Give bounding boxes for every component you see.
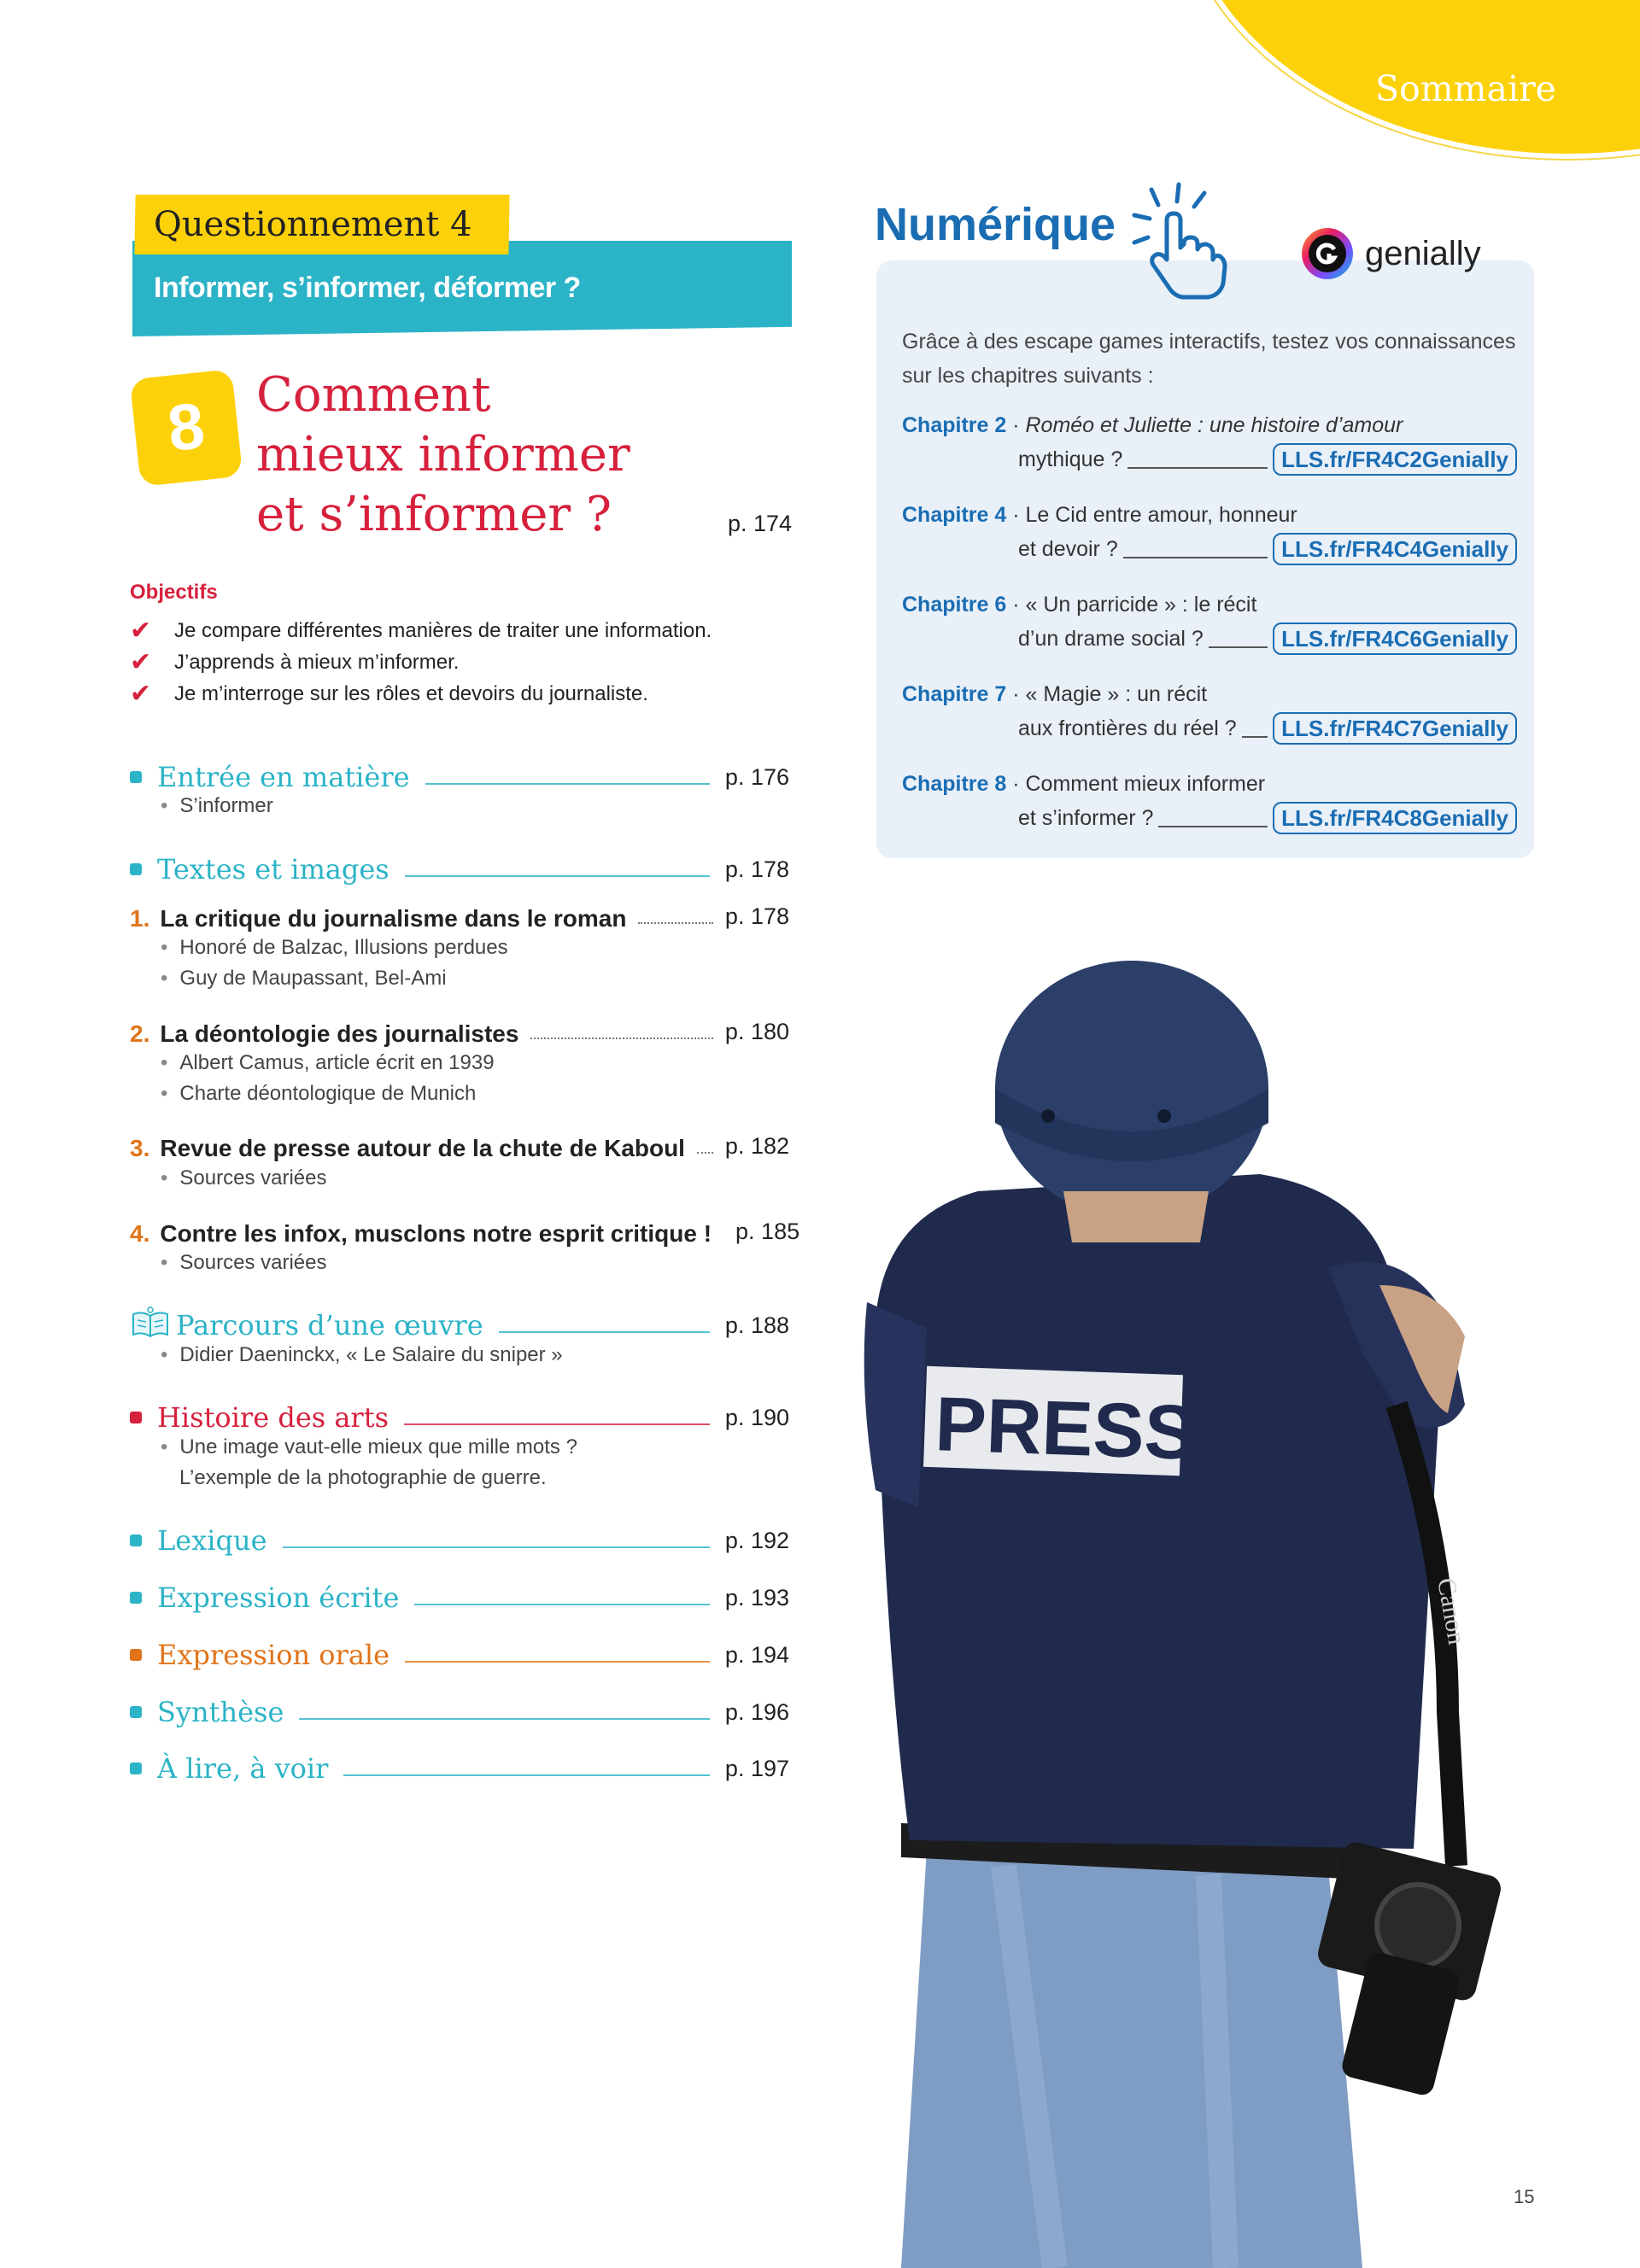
genially-logo — [1298, 224, 1503, 284]
pointing-hand-icon — [1126, 181, 1228, 301]
press-journalist-photo — [850, 961, 1533, 2268]
chapter-title-line: Comment — [256, 367, 491, 423]
numerique-title: Numérique — [875, 199, 1116, 250]
toc-sub: • Didier Daeninckx, « Le Salaire du sniper » — [161, 1343, 563, 1366]
toc-sub: • Albert Camus, article écrit en 1939 — [161, 1051, 495, 1074]
numerique-entry: Chapitre 4 · Le Cid entre amour, honneur et devoir ? LLS.fr/FR4C4Genially — [902, 498, 1517, 566]
bullet-square-icon — [130, 1649, 142, 1661]
bullet-square-icon — [130, 1592, 142, 1604]
bullet-square-icon — [130, 1534, 142, 1546]
genially-link[interactable]: LLS.fr/FR4C7Genially — [1273, 712, 1517, 745]
toc-a-lire[interactable]: À lire, à voir p. 197 — [130, 1747, 789, 1785]
toc-sub: • Charte déontologique de Munich — [161, 1082, 477, 1105]
toc-synthese[interactable]: Synthèse p. 196 — [130, 1691, 789, 1728]
toc-parcours[interactable]: Parcours d’une œuvre p. 188 — [130, 1304, 789, 1342]
toc-expression-orale[interactable]: Expression orale p. 194 — [130, 1634, 789, 1671]
chapter-number: 8 — [164, 389, 208, 465]
chapter-title-line: et s’informer ? — [256, 487, 612, 542]
svg-text:genially: genially — [1365, 235, 1481, 272]
bullet-square-icon — [130, 1762, 142, 1774]
toc-sub: • Honoré de Balzac, Illusions perdues — [161, 936, 508, 959]
numerique-entry: Chapitre 8 · Comment mieux informer et s’informer ? LLS.fr/FR4C8Genially — [902, 767, 1517, 835]
toc-item-4[interactable]: 4. Contre les infox, musclons notre esprit critique ! p. 185 — [130, 1219, 800, 1247]
chapter-title[interactable] — [256, 365, 700, 545]
toc-sub: • S’informer — [161, 794, 273, 817]
objective-item: ✔ J’apprends à mieux m’informer. — [130, 648, 460, 676]
svg-text:PRESS: PRESS — [934, 1382, 1198, 1476]
toc-histoire[interactable]: Histoire des arts p. 190 — [130, 1396, 789, 1434]
numerique-intro: Grâce à des escape games interactifs, testez vos connaissances sur les chapitres suivants : — [902, 330, 1516, 388]
questionnement-title: Questionnement 4 — [154, 205, 472, 244]
genially-link[interactable]: LLS.fr/FR4C4Genially — [1273, 533, 1517, 565]
numerique-entry: Chapitre 6 · « Un parricide » : le récit d’un drame social ? LLS.fr/FR4C6Genially — [902, 587, 1517, 656]
objectives-list — [130, 615, 712, 710]
chapter-title-line: mieux informer — [256, 427, 630, 482]
svg-text:Canon: Canon — [1432, 1575, 1472, 1647]
objective-item: ✔ Je m’interroge sur les rôles et devoirs du journaliste. — [130, 680, 648, 708]
genially-link[interactable]: LLS.fr/FR4C8Genially — [1273, 802, 1517, 834]
theme-title: Informer, s’informer, déformer ? — [154, 272, 581, 304]
toc-item-3[interactable]: 3. Revue de presse autour de la chute de Kaboul p. 182 — [130, 1133, 789, 1161]
page-number: 15 — [1514, 2186, 1535, 2207]
toc-entree[interactable]: Entrée en matière p. 176 — [130, 756, 789, 793]
toc-sub: • Sources variées — [161, 1166, 327, 1190]
toc-sub: • Sources variées — [161, 1251, 327, 1274]
toc-lexique[interactable]: Lexique p. 192 — [130, 1519, 789, 1557]
toc-textes[interactable]: Textes et images p. 178 — [130, 848, 789, 886]
bullet-square-icon — [130, 863, 142, 875]
toc-item-1[interactable]: 1. La critique du journalisme dans le roman p. 178 — [130, 903, 789, 932]
chapter-page: p. 174 — [728, 511, 793, 536]
numerique-entry: Chapitre 7 · « Magie » : un récit aux frontières du réel ? LLS.fr/FR4C7Genially — [902, 677, 1517, 745]
chapter-number-badge — [130, 369, 243, 487]
genially-link[interactable]: LLS.fr/FR4C2Genially — [1273, 443, 1517, 476]
objectives-title: Objectifs — [130, 581, 218, 604]
sommaire-label: Sommaire — [1375, 68, 1556, 109]
bullet-square-icon — [130, 1412, 142, 1423]
toc-item-2[interactable]: 2. La déontologie des journalistes p. 180 — [130, 1019, 789, 1047]
toc-expression-ecrite[interactable]: Expression écrite p. 193 — [130, 1576, 789, 1614]
toc-sub: L’exemple de la photographie de guerre. — [179, 1466, 547, 1489]
check-icon: ✔ — [130, 617, 152, 645]
toc-sub: • Une image vaut-elle mieux que mille mots ? — [161, 1435, 577, 1458]
bullet-square-icon — [130, 771, 142, 783]
bullet-square-icon — [130, 1706, 142, 1718]
numerique-entry: Chapitre 2 · Roméo et Juliette : une histoire d’amour mythique ? LLS.fr/FR4C2Genially — [902, 408, 1517, 476]
toc-sub: • Guy de Maupassant, Bel-Ami — [161, 967, 447, 990]
open-book-icon — [130, 1306, 171, 1340]
check-icon: ✔ — [130, 680, 152, 708]
check-icon: ✔ — [130, 648, 152, 676]
genially-link[interactable]: LLS.fr/FR4C6Genially — [1273, 623, 1517, 655]
objective-item: ✔ Je compare différentes manières de traiter une information. — [130, 617, 712, 645]
